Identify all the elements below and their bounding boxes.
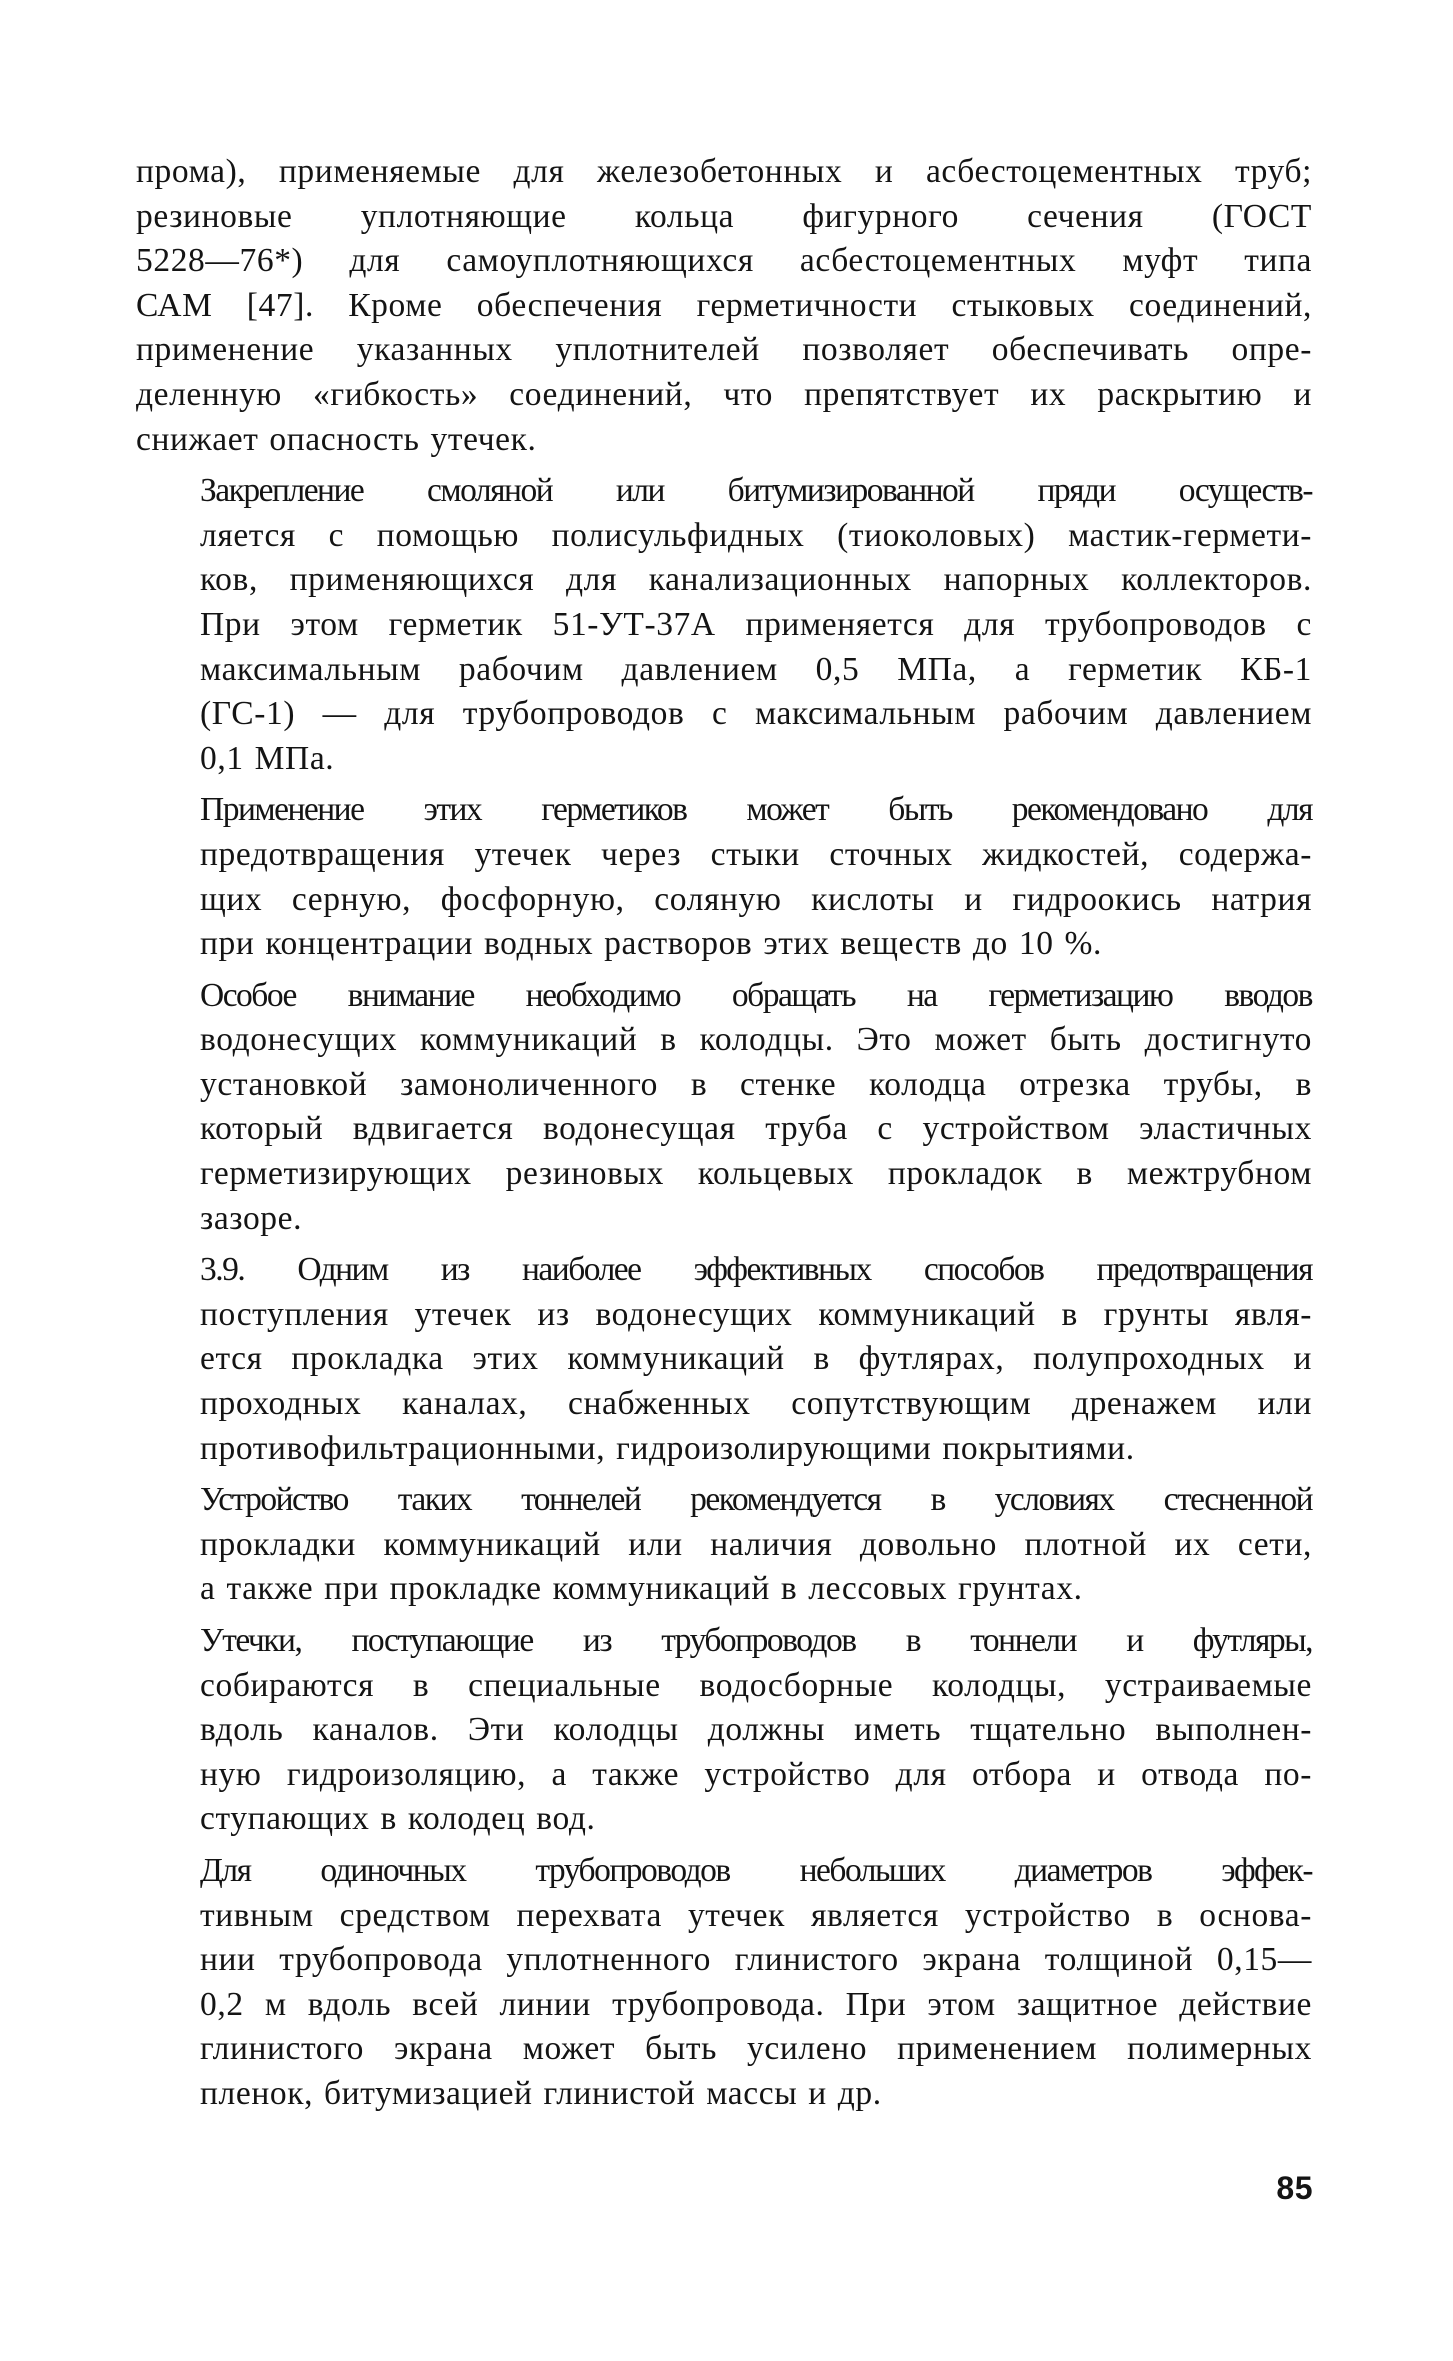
text-line: 5228—76*) для самоуплотняющихся асбестоцементных муфт типа bbox=[136, 242, 1312, 280]
paragraph bbox=[136, 1478, 1312, 1612]
text-line: собираются в специальные водосборные колодцы, устраиваемые bbox=[200, 1666, 1312, 1704]
text-line: Для одиночных трубопроводов небольших диаметров эффек- bbox=[200, 1851, 1312, 1889]
text-line: поступления утечек из водонесущих коммуникаций в грунты явля- bbox=[200, 1295, 1312, 1333]
text-line: ется прокладка этих коммуникаций в футлярах, полупроходных и bbox=[200, 1340, 1312, 1378]
text-line: применение указанных уплотнителей позволяет обеспечивать опре- bbox=[136, 331, 1312, 369]
paragraph bbox=[136, 469, 1312, 781]
paragraph bbox=[136, 788, 1312, 966]
text-line: 0,1 МПа. bbox=[200, 739, 335, 777]
text-line: ляется с помощью полисульфидных (тиоколовых) мастик-гермети- bbox=[200, 516, 1312, 554]
text-line: нии трубопровода уплотненного глинистого экрана толщиной 0,15— bbox=[200, 1941, 1312, 1979]
text-line: максимальным рабочим давлением 0,5 МПа, а герметик КБ-1 bbox=[200, 650, 1312, 688]
text-line: При этом герметик 51-УТ-37А применяется для трубопроводов с bbox=[200, 605, 1312, 643]
text-line: пленок, битумизацией глинистой массы и др. bbox=[200, 2074, 882, 2112]
text-line: установкой замоноличенного в стенке колодца отрезка трубы, в bbox=[200, 1065, 1312, 1103]
text-line: прома), применяемые для железобетонных и асбестоцементных труб; bbox=[136, 153, 1312, 190]
text-line: ступающих в колодец вод. bbox=[200, 1800, 596, 1838]
page-body bbox=[136, 150, 1312, 2117]
text-line: 0,2 м вдоль всей линии трубопровода. При этом защитное действие bbox=[200, 1985, 1312, 2023]
text-line: ную гидроизоляцию, а также устройство для отбора и отвода по- bbox=[200, 1755, 1312, 1793]
text-line: резиновые уплотняющие кольца фигурного сечения (ГОСТ bbox=[136, 197, 1312, 235]
text-line: проходных каналах, снабженных сопутствующим дренажем или bbox=[200, 1385, 1312, 1423]
text-line: а также при прокладке коммуникаций в лессовых грунтах. bbox=[200, 1570, 1083, 1608]
page-number: 85 bbox=[1276, 2170, 1313, 2206]
text-line: снижает опасность утечек. bbox=[136, 420, 537, 458]
text-line: 3.9. Одним из наиболее эффективных способов предотвращения bbox=[200, 1251, 1312, 1289]
text-line: который вдвигается водонесущая труба с устройством эластичных bbox=[200, 1110, 1312, 1148]
text-line: противофильтрационными, гидроизолирующими покрытиями. bbox=[200, 1429, 1135, 1467]
text-line: герметизирующих резиновых кольцевых прокладок в межтрубном bbox=[200, 1155, 1312, 1193]
text-line: прокладки коммуникаций или наличия довольно плотной их сети, bbox=[200, 1525, 1312, 1563]
text-line: зазоре. bbox=[200, 1199, 303, 1237]
text-line: тивным средством перехвата утечек является устройство в основа- bbox=[200, 1896, 1312, 1934]
paragraph bbox=[136, 1619, 1312, 1842]
text-line: Закрепление смоляной или битумизированной пряди осуществ- bbox=[200, 472, 1312, 510]
text-line: деленную «гибкость» соединений, что препятствует их раскрытию и bbox=[136, 375, 1312, 413]
paragraph bbox=[136, 1248, 1312, 1471]
text-line: Особое внимание необходимо обращать на герметизацию вводов bbox=[200, 976, 1312, 1014]
paragraph bbox=[136, 150, 1312, 462]
text-line: Применение этих герметиков может быть рекомендовано для bbox=[200, 791, 1312, 829]
text-line: САМ [47]. Кроме обеспечения герметичности стыковых соединений, bbox=[136, 286, 1312, 324]
text-line: (ГС-1) — для трубопроводов с максимальным рабочим давлением bbox=[200, 695, 1312, 733]
text-line: водонесущих коммуникаций в колодцы. Это может быть достигнуто bbox=[200, 1021, 1312, 1059]
text-line: предотвращения утечек через стыки сточных жидкостей, содержа- bbox=[200, 835, 1312, 873]
text-line: Устройство таких тоннелей рекомендуется в условиях стесненной bbox=[200, 1481, 1312, 1519]
paragraph bbox=[136, 974, 1312, 1242]
paragraph bbox=[136, 1849, 1312, 2117]
text-line: вдоль каналов. Эти колодцы должны иметь тщательно выполнен- bbox=[200, 1711, 1312, 1749]
text-line: глинистого экрана может быть усилено применением полимерных bbox=[200, 2030, 1312, 2068]
text-line: Утечки, поступающие из трубопроводов в тоннели и футляры, bbox=[200, 1622, 1312, 1659]
text-line: при концентрации водных растворов этих веществ до 10 %. bbox=[200, 925, 1103, 963]
text-line: ков, применяющихся для канализационных напорных коллекторов. bbox=[200, 561, 1312, 599]
text-line: щих серную, фосфорную, соляную кислоты и гидроокись натрия bbox=[200, 880, 1312, 918]
